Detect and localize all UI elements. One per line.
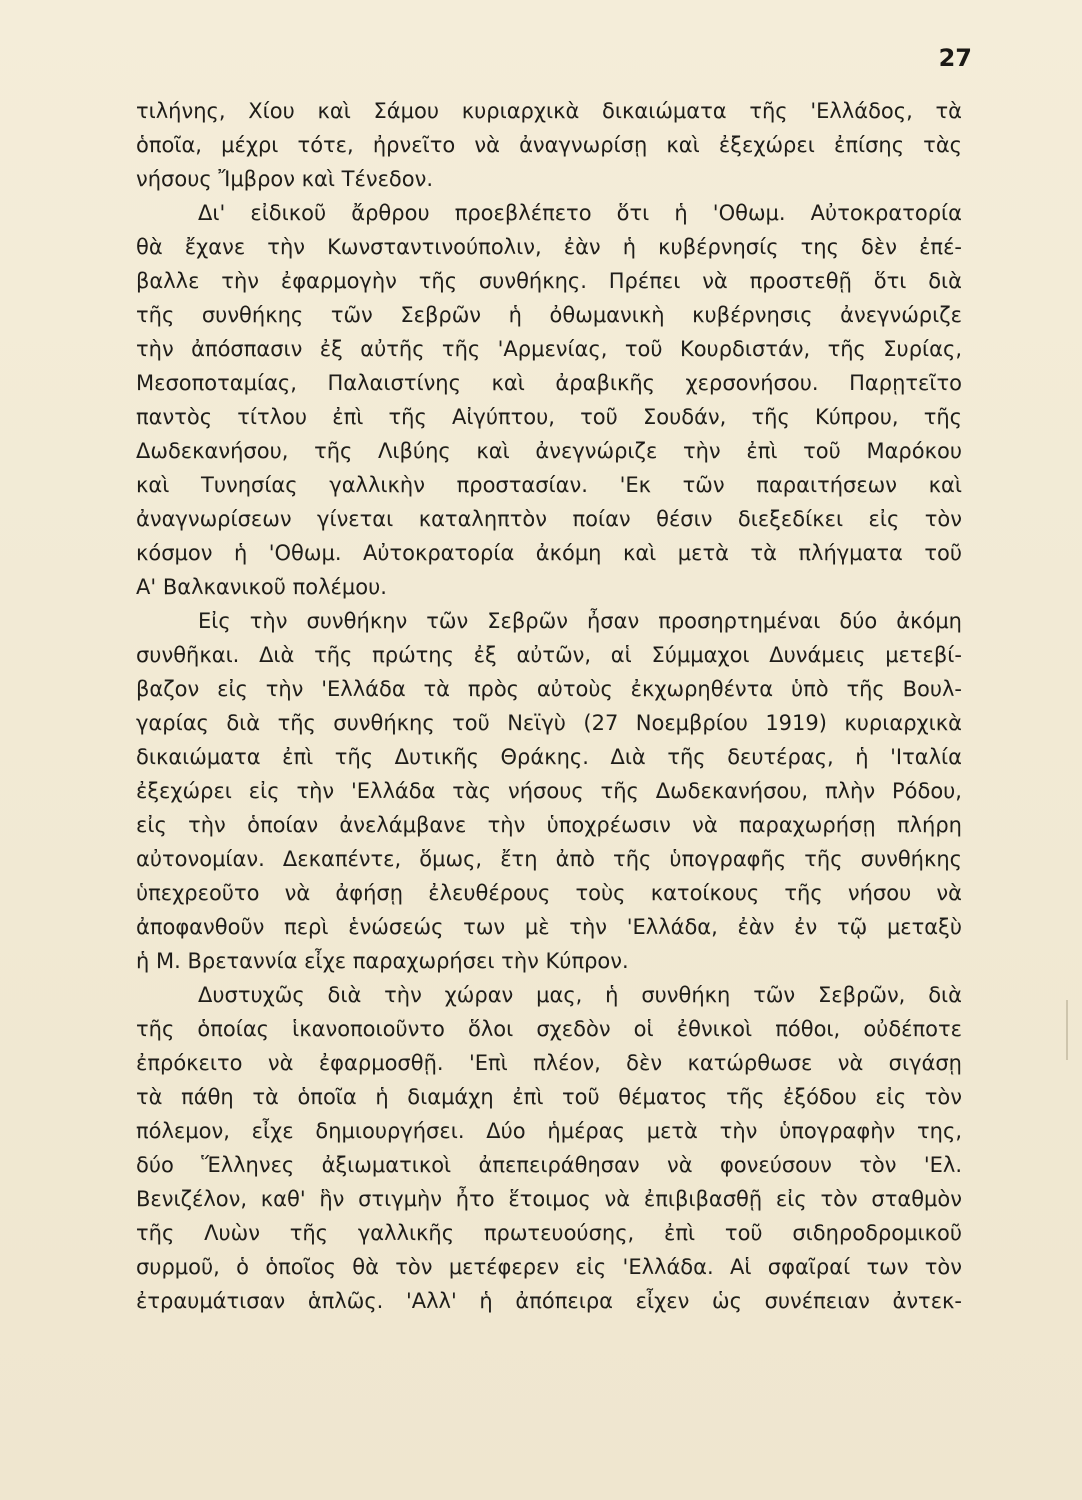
text-line: τῆς Λυὼν τῆς γαλλικῆς πρωτευούσης, ἐπὶ τοῦ σιδηροδρομικοῦ (136, 1221, 962, 1245)
text-line: πόλεμον, εἶχε δημιουργήσει. Δύο ἡμέρας μετὰ τὴν ὑπογραφὴν της, (136, 1119, 962, 1143)
text-line: Δωδεκανήσου, τῆς Λιβύης καὶ ἀνεγνώριζε τὴν ἐπὶ τοῦ Μαρόκου (136, 439, 962, 463)
text-line: τιλήνης, Χίου καὶ Σάμου κυριαρχικὰ δικαιώματα τῆς 'Ελλάδος, τὰ (136, 99, 962, 123)
text-line: τὴν ἀπόσπασιν ἐξ αὐτῆς τῆς 'Αρμενίας, τοῦ Κουρδιστάν, τῆς Συρίας, (136, 337, 962, 361)
text-line: ἀναγνωρίσεων γίνεται καταληπτὸν ποίαν θέσιν διεξεδίκει εἰς τὸν (136, 507, 962, 531)
text-line: Δι' εἰδικοῦ ἄρθρου προεβλέπετο ὅτι ἡ 'Οθωμ. Αὐτοκρατορία (198, 201, 962, 225)
page-number: 27 (938, 44, 972, 72)
text-line: ἐξεχώρει εἰς τὴν 'Ελλάδα τὰς νήσους τῆς Δωδεκανήσου, πλὴν Ρόδου, (136, 779, 962, 803)
text-line: εἰς τὴν ὁποίαν ἀνελάμβανε τὴν ὑποχρέωσιν νὰ παραχωρήσῃ πλήρη (136, 813, 962, 837)
text-line: βαζον εἰς τὴν 'Ελλάδα τὰ πρὸς αὐτοὺς ἐκχωρηθέντα ὑπὸ τῆς Βουλ- (136, 677, 962, 701)
text-line: κόσμον ἡ 'Οθωμ. Αὐτοκρατορία ἀκόμη καὶ μετὰ τὰ πλήγματα τοῦ (136, 541, 962, 565)
text-line: ἐτραυμάτισαν ἁπλῶς. 'Αλλ' ἡ ἀπόπειρα εἶχεν ὡς συνέπειαν ἀντεκ- (136, 1289, 962, 1313)
text-line: θὰ ἔχανε τὴν Κωνσταντινούπολιν, ἐὰν ἡ κυβέρνησίς της δὲν ἐπέ- (136, 235, 962, 259)
text-line: ὁποῖα, μέχρι τότε, ἠρνεῖτο νὰ ἀναγνωρίσῃ καὶ ἐξεχώρει ἐπίσης τὰς (136, 133, 962, 157)
text-line: ἡ Μ. Βρεταννία εἶχε παραχωρήσει τὴν Κύπρον. (136, 949, 629, 973)
text-line: ὑπεχρεοῦτο νὰ ἀφήσῃ ἐλευθέρους τοὺς κατοίκους τῆς νήσου νὰ (136, 881, 962, 905)
text-line: παντὸς τίτλου ἐπὶ τῆς Αἰγύπτου, τοῦ Σουδάν, τῆς Κύπρου, τῆς (136, 405, 962, 429)
text-line: δικαιώματα ἐπὶ τῆς Δυτικῆς Θράκης. Διὰ τῆς δευτέρας, ἡ 'Ιταλία (136, 745, 962, 769)
text-line: δύο Ἕλληνες ἀξιωματικοὶ ἀπεπειράθησαν νὰ φονεύσουν τὸν 'Ελ. (136, 1153, 962, 1177)
text-line: συνθῆκαι. Διὰ τῆς πρώτης ἐξ αὐτῶν, αἱ Σύμμαχοι Δυνάμεις μετεβί- (136, 643, 962, 667)
text-line: συρμοῦ, ὁ ὁποῖος θὰ τὸν μετέφερεν εἰς 'Ελλάδα. Αἱ σφαῖραί των τὸν (136, 1255, 962, 1279)
text-line: τὰ πάθη τὰ ὁποῖα ἡ διαμάχη ἐπὶ τοῦ θέματος τῆς ἐξόδου εἰς τὸν (136, 1085, 962, 1109)
text-line: καὶ Τυνησίας γαλλικὴν προστασίαν. 'Εκ τῶν παραιτήσεων καὶ (136, 473, 962, 497)
text-line: γαρίας διὰ τῆς συνθήκης τοῦ Νεϊγὺ (27 Νοεμβρίου 1919) κυριαρχικὰ (136, 711, 962, 735)
text-line: τῆς συνθήκης τῶν Σεβρῶν ἡ ὀθωμανικὴ κυβέρνησις ἀνεγνώριζε (136, 303, 962, 327)
scan-artifact (1066, 1000, 1068, 1060)
text-line: Βενιζέλον, καθ' ἣν στιγμὴν ἦτο ἕτοιμος νὰ ἐπιβιβασθῇ εἰς τὸν σταθμὸν (136, 1187, 962, 1211)
text-line: νήσους Ἴμβρον καὶ Τένεδον. (136, 167, 434, 191)
text-line: ἐπρόκειτο νὰ ἐφαρμοσθῇ. 'Επὶ πλέον, δὲν κατώρθωσε νὰ σιγάσῃ (136, 1051, 962, 1075)
text-line: Α' Βαλκανικοῦ πολέμου. (136, 575, 387, 599)
text-line: τῆς ὁποίας ἱκανοποιοῦντο ὅλοι σχεδὸν οἱ ἐθνικοὶ πόθοι, οὐδέποτε (136, 1017, 962, 1041)
text-line: Δυστυχῶς διὰ τὴν χώραν μας, ἡ συνθήκη τῶν Σεβρῶν, διὰ (198, 983, 962, 1007)
text-line: ἀποφανθοῦν περὶ ἑνώσεώς των μὲ τὴν 'Ελλάδα, ἐὰν ἐν τῷ μεταξὺ (136, 915, 962, 939)
text-line: αὐτονομίαν. Δεκαπέντε, ὅμως, ἔτη ἀπὸ τῆς ὑπογραφῆς τῆς συνθήκης (136, 847, 962, 871)
body-text (136, 94, 962, 1318)
text-line: βαλλε τὴν ἐφαρμογὴν τῆς συνθήκης. Πρέπει νὰ προστεθῇ ὅτι διὰ (136, 269, 962, 293)
text-line: Εἰς τὴν συνθήκην τῶν Σεβρῶν ἦσαν προσηρτημέναι δύο ἀκόμη (198, 609, 962, 633)
text-line: Μεσοποταμίας, Παλαιστίνης καὶ ἀραβικῆς χερσονήσου. Παρῃτεῖτο (136, 371, 962, 395)
